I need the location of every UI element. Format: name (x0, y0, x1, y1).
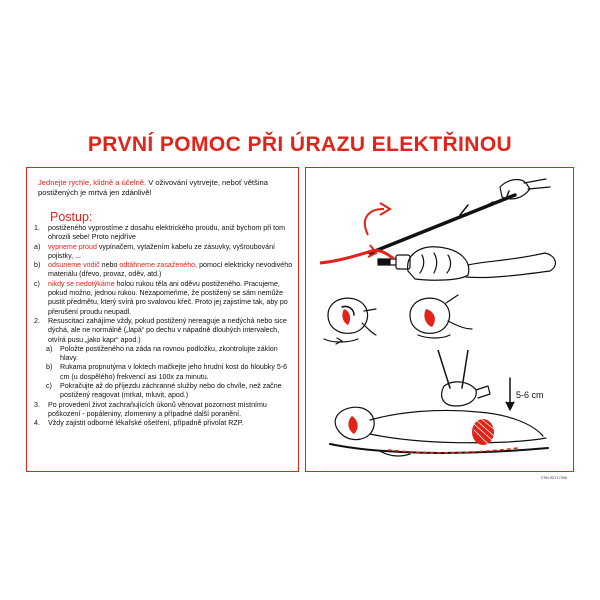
step-text (48, 280, 296, 317)
step-item (34, 401, 296, 420)
step-text (48, 224, 296, 243)
step-text (60, 345, 296, 364)
step-text-part: Pokračujte až do příjezdu záchranné služby nebo do chvíle, než začne postižený reagovat (mrkat, mluvit, apod.) (60, 382, 282, 400)
step-text-part: Resuscitaci zahájíme vždy, pokud postižený nereaguje a nedýchá nebo sice dýchá, ale ne normálně („lapá“ po dechu v nápadně dlouhých intervalech, otvírá pusu „jako kapr“ apod.) (48, 316, 287, 344)
step-number: 4. (34, 419, 40, 428)
standard-code: ČSN ISO 17398 (541, 476, 567, 480)
step-number: c) (34, 279, 40, 288)
step-item (34, 382, 296, 401)
step-number: b) (46, 363, 53, 372)
step-number: c) (46, 382, 52, 391)
step-text (48, 243, 296, 262)
step-number: a) (46, 344, 53, 353)
step-text (48, 261, 296, 280)
step-item (34, 224, 296, 243)
intro-emphasis: Jednejte rychle, klidně a účelně. (38, 178, 147, 187)
step-text-part: vypínačem, vytažením kabelu ze zásuvky, vyšroubování pojistky, ... (48, 242, 275, 260)
step-number: b) (34, 261, 41, 270)
step-number: 3. (34, 400, 40, 409)
step-emphasis: odtáhneme zasaženého, (119, 261, 198, 270)
step-text (48, 317, 296, 345)
procedure-heading: Postup: (50, 210, 93, 224)
step-text (60, 382, 296, 401)
step-emphasis: nikdy se nedotýkáme (48, 279, 115, 288)
step-text-part: Rukama propnutýma v loktech mačkejte jeho hrudní kost do hloubky 5-6 cm (u dospělého) frekvencí asi 100x za minutu. (60, 363, 288, 381)
wire-removal-illustration (310, 175, 575, 285)
compression-depth-label: 5-6 cm (516, 390, 544, 400)
step-text-part: Po provedení život zachraňujících úkonů věnovat pozornost místnímu poškození - popáleniny, zlomeniny a případné další poranění. (48, 400, 267, 418)
step-item (34, 280, 296, 317)
head-tilt-illustration (318, 285, 478, 345)
step-text-part: nebo (99, 261, 120, 270)
step-text (60, 363, 296, 382)
step-text-part: pomocí elektricky nevodivého materiálu (dřevo, provaz, oděv, atd.) (48, 261, 293, 279)
step-emphasis: odsuneme vodič (48, 261, 100, 270)
step-text-part: holou rukou těla ani oděvu postiženého. Pracujeme, pokud možno, jednou rukou. Nezapomeňme, že postižený se sám nemůže pustit předmětu, který svírá pro svalovou křeč. Proto jej zajistíme tak, aby po přerušení proudu neupadl. (48, 279, 288, 316)
step-text-part: Vždy zajistit odborné lékařské ošetření, případně přivolat RZP. (48, 419, 244, 428)
page-title: PRVNÍ POMOC PŘI ÚRAZU ELEKTŘINOU (87, 133, 513, 156)
step-item (34, 317, 296, 345)
step-item (34, 345, 296, 364)
intro-text (38, 178, 288, 198)
step-text-part: Položte postiženého na záda na rovnou podložku, zkontrolujte záklon hlavy. (60, 344, 278, 363)
step-text (48, 419, 296, 428)
step-text (48, 401, 296, 420)
step-emphasis: vypneme proud (48, 242, 97, 251)
procedure-steps (34, 224, 296, 429)
intro-rest: V oživování vytrvejte, neboť většina postižených je mrtvá jen zdánlivě! (38, 178, 268, 197)
step-item (34, 363, 296, 382)
step-item (34, 261, 296, 280)
chest-compression-illustration (318, 350, 568, 468)
step-text-part: postiženého vyprostíme z dosahu elektrického proudu, aniž bychom při tom ohrozili sebe! Proto nejdříve (48, 224, 285, 242)
step-number: 1. (34, 224, 40, 232)
step-item (34, 419, 296, 428)
step-number: 2. (34, 316, 40, 325)
step-item (34, 243, 296, 262)
step-number: a) (34, 242, 41, 251)
